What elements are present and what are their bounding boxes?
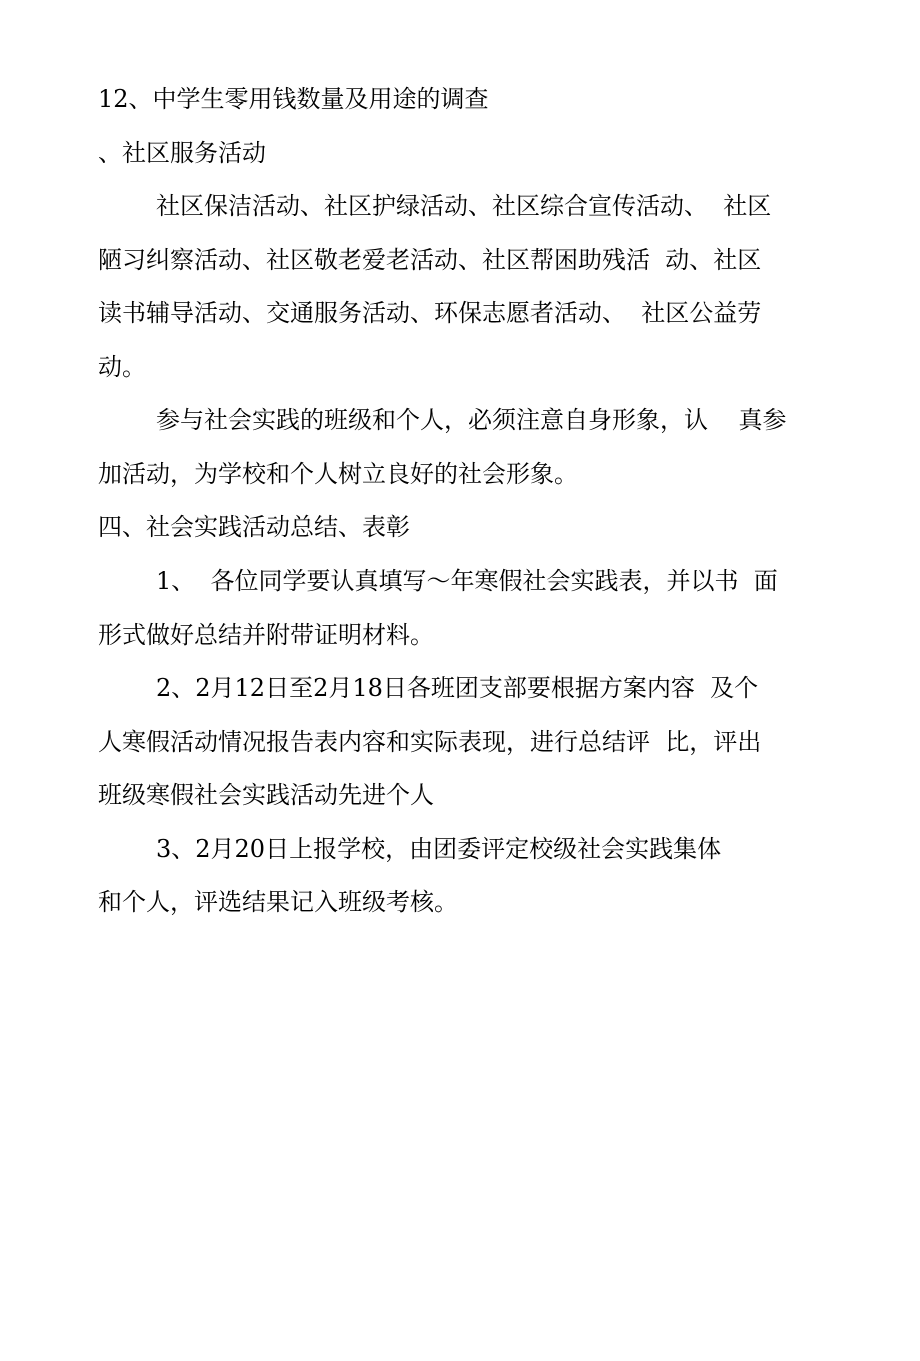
- list-item-1: 1、 各位同学要认真填写～年寒假社会实践表，并以书 面: [156, 567, 778, 595]
- paragraph-line: 参与社会实践的班级和个人，必须注意自身形象，认 真参: [156, 406, 787, 434]
- paragraph-line: 和个人，评选结果记入班级考核。: [98, 888, 458, 916]
- paragraph-line: 读书辅导活动、交通服务活动、环保志愿者活动、 社区公益劳: [98, 299, 762, 327]
- paragraph-line: 加活动，为学校和个人树立良好的社会形象。: [98, 460, 578, 488]
- paragraph-line: 班级寒假社会实践活动先进个人: [98, 781, 434, 809]
- paragraph-line: 社区保洁活动、社区护绿活动、社区综合宣传活动、 社区: [156, 192, 772, 220]
- survey-item-12: 12、中学生零用钱数量及用途的调查: [98, 85, 489, 113]
- paragraph-line: 陋习纠察活动、社区敬老爱老活动、社区帮困助残活 动、社区: [98, 246, 762, 274]
- paragraph-line: 动。: [98, 353, 146, 381]
- paragraph-line: 人寒假活动情况报告表内容和实际表现，进行总结评 比，评出: [98, 728, 762, 756]
- section-heading-community-service: 、社区服务活动: [98, 139, 266, 167]
- paragraph-line: 形式做好总结并附带证明材料。: [98, 621, 434, 649]
- list-item-2: 2、2月12日至2月18日各班团支部要根据方案内容 及个: [156, 674, 759, 702]
- section-heading-summary: 四、社会实践活动总结、表彰: [98, 513, 410, 541]
- list-item-3: 3、2月20日上报学校，由团委评定校级社会实践集体: [156, 835, 722, 863]
